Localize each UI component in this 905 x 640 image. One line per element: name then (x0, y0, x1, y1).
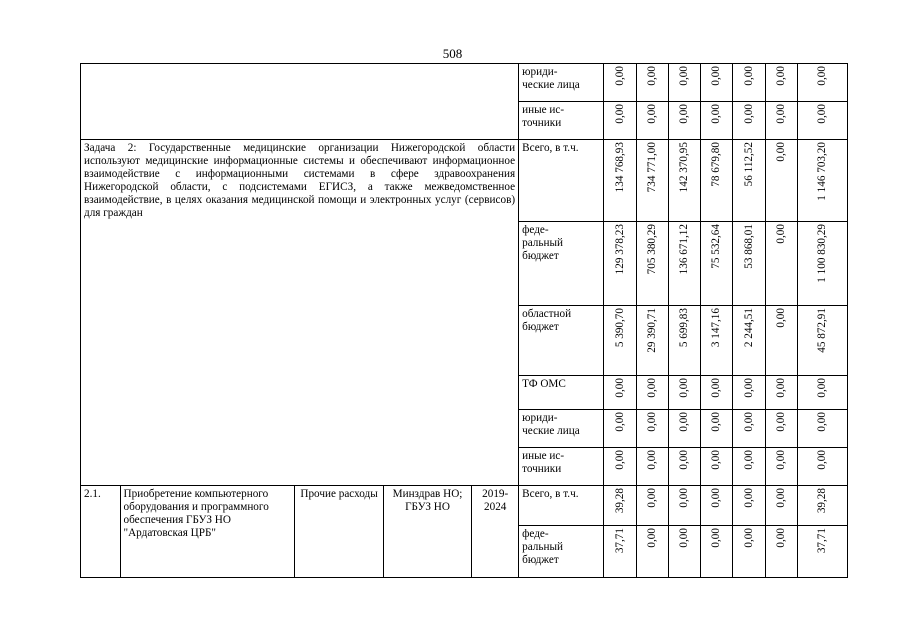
amount-value: 0,00 (710, 528, 723, 548)
amount-value: 0,00 (774, 142, 787, 162)
table-row (81, 140, 848, 222)
amount-cell (701, 410, 733, 448)
funding-source-cell (519, 140, 604, 222)
amount-cell (733, 64, 765, 102)
amount-cell (797, 486, 847, 526)
amount-cell (636, 222, 668, 306)
funding-source-label: Всего, в т.ч. (522, 142, 579, 154)
amount-value: 0,00 (815, 412, 828, 432)
amount-cell (701, 222, 733, 306)
amount-value: 0,00 (645, 104, 658, 124)
amount-value: 0,00 (710, 66, 723, 86)
funding-source-label: иные ис- точники (522, 104, 565, 129)
amount-cell (701, 526, 733, 578)
amount-cell (668, 306, 700, 376)
amount-cell (701, 64, 733, 102)
amount-cell (765, 526, 797, 578)
amount-cell (636, 102, 668, 140)
amount-value: 0,00 (742, 66, 755, 86)
amount-cell (765, 410, 797, 448)
amount-cell (604, 222, 636, 306)
continuation-blank-cell (81, 64, 519, 140)
amount-value: 0,00 (774, 224, 787, 244)
funding-source-cell (519, 410, 604, 448)
table-row (81, 64, 848, 102)
amount-cell (733, 222, 765, 306)
amount-cell (604, 486, 636, 526)
funding-source-cell (519, 448, 604, 486)
amount-cell (765, 376, 797, 410)
amount-value: 0,00 (774, 450, 787, 470)
amount-cell (604, 102, 636, 140)
amount-cell (765, 448, 797, 486)
amount-value: 0,00 (742, 488, 755, 508)
amount-value: 56 112,52 (742, 142, 755, 187)
funding-source-label: феде- ральный бюджет (522, 528, 563, 566)
amount-cell (765, 140, 797, 222)
amount-value: 0,00 (613, 104, 626, 124)
amount-cell (636, 140, 668, 222)
amount-cell (668, 376, 700, 410)
amount-value: 75 532,64 (710, 224, 723, 269)
amount-value: 142 370,95 (678, 142, 691, 193)
table-row (81, 486, 848, 526)
amount-cell (797, 376, 847, 410)
amount-value: 0,00 (815, 66, 828, 86)
amount-value: 0,00 (645, 412, 658, 432)
amount-cell (636, 448, 668, 486)
amount-value: 0,00 (645, 378, 658, 398)
amount-value: 3 147,16 (710, 308, 723, 348)
funding-source-label: юриди- ческие лица (522, 412, 580, 437)
task-description: Задача 2: Государственные медицинские организации Нижегородской области используют медицинские информационные системы и обеспечивают информационное взаимодействие с информационными системами в сфере здравоохранения Нижегородской области, с подсистемами ЕГИСЗ, а также межведомственное взаимодействие, в целях оказания медицинской помощи и электронных услуг (сервисов) для граждан (84, 142, 516, 219)
amount-cell (701, 376, 733, 410)
funding-source-cell (519, 64, 604, 102)
expense-type-cell (295, 486, 383, 578)
funding-source-cell (519, 102, 604, 140)
amount-cell (701, 306, 733, 376)
amount-value: 136 671,12 (678, 224, 691, 275)
funding-source-label: феде- ральный бюджет (522, 224, 563, 262)
amount-value: 29 390,71 (645, 308, 658, 353)
amount-value: 1 100 830,29 (815, 224, 828, 283)
amount-value: 5 699,83 (678, 308, 691, 348)
amount-value: 0,00 (742, 450, 755, 470)
item-number: 2.1. (84, 488, 101, 500)
amount-cell (604, 526, 636, 578)
funding-source-cell (519, 306, 604, 376)
item-number-cell (81, 486, 121, 578)
amount-value: 37,71 (613, 528, 626, 554)
amount-cell (797, 448, 847, 486)
amount-cell (797, 526, 847, 578)
amount-value: 39,28 (815, 488, 828, 514)
funding-source-cell (519, 222, 604, 306)
amount-cell (733, 102, 765, 140)
amount-value: 0,00 (774, 66, 787, 86)
task-description-cell (81, 140, 519, 486)
period-cell (472, 486, 519, 578)
amount-value: 0,00 (742, 378, 755, 398)
amount-cell (797, 410, 847, 448)
amount-cell (797, 306, 847, 376)
amount-value: 0,00 (774, 528, 787, 548)
amount-cell (636, 306, 668, 376)
amount-value: 129 378,23 (613, 224, 626, 275)
amount-value: 0,00 (742, 104, 755, 124)
page-number: 508 (442, 46, 463, 61)
amount-value: 45 872,91 (815, 308, 828, 353)
amount-value: 0,00 (710, 412, 723, 432)
item-name-cell (120, 486, 295, 578)
amount-cell (797, 102, 847, 140)
executor: Минздрав НО; ГБУЗ НО (392, 488, 463, 513)
amount-cell (765, 102, 797, 140)
amount-value: 0,00 (815, 450, 828, 470)
executor-cell (383, 486, 471, 578)
amount-cell (701, 448, 733, 486)
amount-value: 0,00 (645, 488, 658, 508)
amount-value: 0,00 (678, 528, 691, 548)
amount-cell (797, 64, 847, 102)
amount-cell (604, 140, 636, 222)
amount-cell (765, 486, 797, 526)
amount-value: 53 868,01 (742, 224, 755, 269)
amount-value: 0,00 (645, 450, 658, 470)
amount-cell (765, 222, 797, 306)
amount-cell (668, 102, 700, 140)
amount-cell (797, 140, 847, 222)
amount-value: 0,00 (678, 66, 691, 86)
amount-cell (636, 376, 668, 410)
amount-cell (701, 102, 733, 140)
amount-value: 0,00 (678, 412, 691, 432)
amount-value: 0,00 (613, 450, 626, 470)
amount-value: 0,00 (710, 450, 723, 470)
amount-cell (668, 64, 700, 102)
amount-cell (701, 140, 733, 222)
funding-source-label: областной бюджет (522, 308, 572, 333)
amount-value: 705 380,29 (645, 224, 658, 275)
amount-value: 0,00 (774, 378, 787, 398)
amount-value: 734 771,00 (645, 142, 658, 193)
amount-value: 0,00 (742, 528, 755, 548)
amount-cell (668, 140, 700, 222)
amount-cell (733, 376, 765, 410)
amount-cell (733, 486, 765, 526)
amount-value: 5 390,70 (613, 308, 626, 348)
amount-cell (604, 448, 636, 486)
amount-value: 78 679,80 (710, 142, 723, 187)
amount-cell (765, 64, 797, 102)
amount-value: 0,00 (774, 488, 787, 508)
amount-value: 0,00 (645, 528, 658, 548)
amount-value: 0,00 (774, 308, 787, 328)
amount-value: 0,00 (613, 378, 626, 398)
budget-table (80, 63, 848, 578)
amount-cell (636, 526, 668, 578)
amount-cell (604, 376, 636, 410)
amount-cell (733, 448, 765, 486)
amount-value: 134 768,93 (613, 142, 626, 193)
amount-cell (765, 306, 797, 376)
amount-value: 0,00 (613, 66, 626, 86)
amount-value: 0,00 (678, 488, 691, 508)
amount-cell (604, 64, 636, 102)
amount-value: 0,00 (774, 412, 787, 432)
amount-cell (733, 410, 765, 448)
funding-source-label: Всего, в т.ч. (522, 488, 579, 500)
amount-cell (604, 306, 636, 376)
amount-cell (733, 526, 765, 578)
amount-cell (797, 222, 847, 306)
amount-value: 0,00 (710, 488, 723, 508)
amount-value: 0,00 (774, 104, 787, 124)
amount-cell (636, 410, 668, 448)
amount-cell (668, 222, 700, 306)
amount-cell (668, 486, 700, 526)
amount-value: 0,00 (815, 378, 828, 398)
amount-value: 0,00 (710, 104, 723, 124)
amount-value: 0,00 (742, 412, 755, 432)
item-name: Приобретение компьютерного оборудования и программного обеспечения ГБУЗ НО "Ардатовская ЦРБ" (123, 488, 269, 539)
amount-cell (668, 526, 700, 578)
funding-source-cell (519, 486, 604, 526)
amount-cell (701, 486, 733, 526)
amount-value: 0,00 (678, 378, 691, 398)
amount-cell (668, 410, 700, 448)
amount-value: 39,28 (613, 488, 626, 514)
amount-value: 1 146 703,20 (815, 142, 828, 201)
amount-value: 0,00 (678, 104, 691, 124)
expense-type: Прочие расходы (300, 488, 378, 500)
amount-value: 0,00 (613, 412, 626, 432)
amount-cell (733, 140, 765, 222)
amount-cell (636, 64, 668, 102)
amount-value: 0,00 (815, 104, 828, 124)
amount-value: 2 244,51 (742, 308, 755, 348)
funding-source-label: иные ис- точники (522, 450, 565, 475)
amount-value: 0,00 (710, 378, 723, 398)
amount-value: 0,00 (678, 450, 691, 470)
amount-cell (604, 410, 636, 448)
amount-cell (733, 306, 765, 376)
amount-value: 37,71 (815, 528, 828, 554)
period: 2019- 2024 (482, 488, 509, 513)
funding-source-label: юриди- ческие лица (522, 66, 580, 91)
amount-value: 0,00 (645, 66, 658, 86)
funding-source-label: ТФ ОМС (522, 378, 566, 390)
funding-source-cell (519, 376, 604, 410)
amount-cell (668, 448, 700, 486)
amount-cell (636, 486, 668, 526)
funding-source-cell (519, 526, 604, 578)
